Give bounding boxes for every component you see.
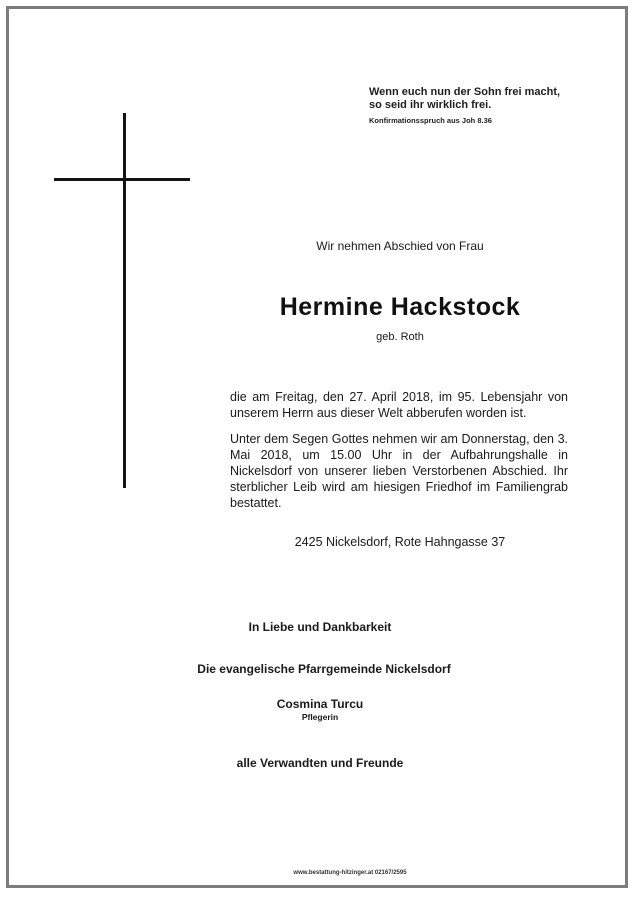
cross-icon-horizontal-bar	[54, 178, 190, 181]
closing-thanks: In Liebe und Dankbarkeit	[248, 620, 392, 634]
caregiver-role: Pflegerin	[301, 712, 339, 722]
funeral-paragraph: Unter dem Segen Gottes nehmen wir am Donnerstag, den 3. Mai 2018, um 15.00 Uhr in der Aufbahrungshalle in Nickelsdorf von unserer lieben Verstorbenen Abschied. Ihr sterblicher Leib wird am hiesigen Friedhof im Familiengrab bestattet.	[230, 432, 568, 510]
verse-line-2: so seid ihr wirklich frei.	[369, 99, 492, 111]
cross-icon-vertical-bar	[123, 113, 126, 488]
death-paragraph: die am Freitag, den 27. April 2018, im 95. Lebensjahr von unserem Herrn aus dieser Welt abberufen worden ist.	[230, 390, 568, 420]
address: 2425 Nickelsdorf, Rote Hahngasse 37	[294, 535, 506, 549]
intro-line: Wir nehmen Abschied von Frau	[316, 239, 484, 253]
closing-family: alle Verwandten und Freunde	[236, 756, 404, 770]
deceased-name: Hermine Hackstock	[279, 293, 521, 321]
funeral-home-footer: www.bestattung-hitzinger.at 02167/2595	[293, 870, 407, 876]
bible-verse	[369, 86, 609, 126]
verse-line-1: Wenn euch nun der Sohn frei macht,	[369, 86, 561, 98]
closing-parish: Die evangelische Pfarrgemeinde Nickelsdorf	[197, 662, 451, 676]
maiden-name: geb. Roth	[376, 331, 424, 343]
caregiver-name: Cosmina Turcu	[276, 697, 364, 711]
verse-source: Konfirmationsspruch aus Joh 8.36	[369, 116, 492, 125]
